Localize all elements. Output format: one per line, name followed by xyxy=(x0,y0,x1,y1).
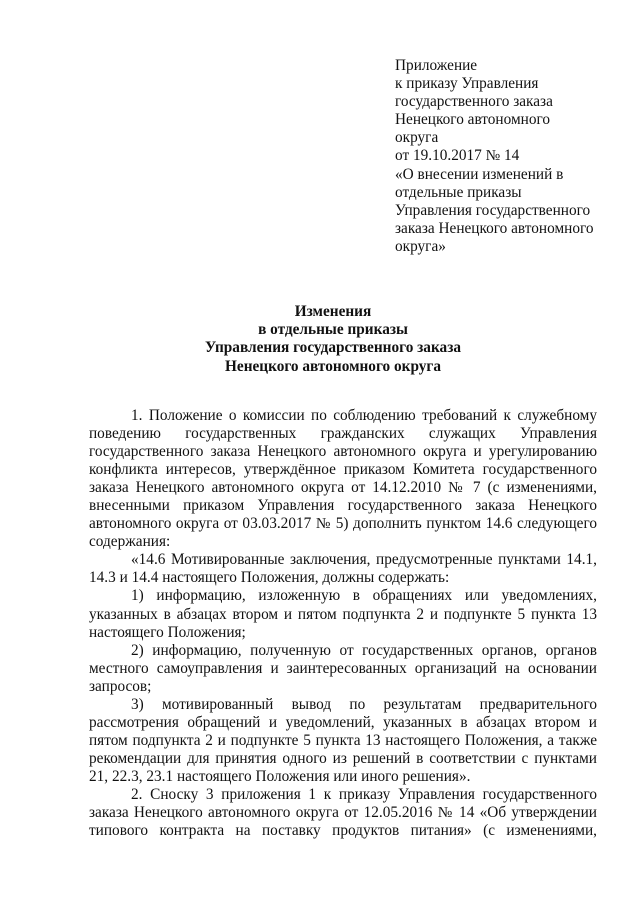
appendix-line: Управления государственного xyxy=(395,201,591,219)
heading-line: в отдельные приказы xyxy=(258,321,408,339)
body-line: 1. Положение о комиссии по соблюдению требований к служебному xyxy=(131,407,597,424)
body-line: указанных в абзацах втором и пятом подпункта 2 и подпункте 5 пункта 13 xyxy=(89,605,597,623)
body-line: местного самоуправления и заинтересованных организаций на основании xyxy=(89,659,597,677)
body-line: поведению государственных гражданских служащих Управления xyxy=(89,425,597,443)
appendix-line: Приложение xyxy=(395,57,478,74)
appendix-line: «О внесении изменений в xyxy=(395,165,564,183)
body-line: пятом подпункта 2 и подпункте 5 пункта 13 настоящего Положения, а также xyxy=(89,731,597,749)
body-line: 1) информацию, изложенную в обращениях или уведомлениях, xyxy=(131,587,597,605)
body-line: рассмотрения обращений и уведомлений, указанных в абзацах втором и xyxy=(89,713,597,731)
body-line: 21, 22.3, 23.1 настоящего Положения или иного решения». xyxy=(89,767,471,785)
body-line: заказа Ненецкого автономного округа от 14.12.2010 № 7 (с изменениями, xyxy=(89,479,597,497)
appendix-line: округа xyxy=(395,129,439,147)
document-heading xyxy=(0,303,640,376)
heading-line: Управления государственного заказа xyxy=(205,339,461,357)
body-line: 2) информацию, полученную от государственных органов, органов xyxy=(131,641,597,659)
appendix-line: Ненецкого автономного xyxy=(395,111,551,129)
appendix-line: от 19.10.2017 № 14 xyxy=(395,147,520,165)
heading-line: Ненецкого автономного округа xyxy=(225,357,441,375)
body-line: рекомендации для принятия одного из решений в соответствии с пунктами xyxy=(89,749,597,767)
appendix-line: заказа Ненецкого автономного xyxy=(395,219,594,237)
appendix-line: к приказу Управления xyxy=(395,75,539,93)
body-line: 2. Сноску 3 приложения 1 к приказу Управления государственного xyxy=(131,785,597,803)
appendix-line: государственного заказа xyxy=(395,93,553,111)
appendix-line: отдельные приказы xyxy=(395,183,522,201)
body-line: «14.6 Мотивированные заключения, предусмотренные пунктами 14.1, xyxy=(131,551,597,569)
body-line: содержания: xyxy=(89,533,171,551)
body-line: государственного заказа Ненецкого автономного округа и урегулированию xyxy=(89,443,597,461)
body-line: запросов; xyxy=(89,677,152,695)
body-line: типового контракта на поставку продуктов питания» (с изменениями, xyxy=(89,822,597,840)
body-line: 3) мотивированный вывод по результатам предварительного xyxy=(131,695,597,713)
appendix-block xyxy=(395,57,615,256)
body-line: настоящего Положения; xyxy=(89,623,246,641)
document-body xyxy=(89,407,597,840)
body-line: заказа Ненецкого автономного округа от 12.05.2016 № 14 «Об утверждении xyxy=(89,804,597,822)
appendix-line: округа» xyxy=(395,237,446,255)
body-line: 14.3 и 14.4 настоящего Положения, должны содержать: xyxy=(89,569,450,587)
body-line: внесенными приказом Управления государственного заказа Ненецкого xyxy=(89,497,597,515)
body-line: автономного округа от 03.03.2017 № 5) дополнить пунктом 14.6 следующего xyxy=(89,515,597,533)
heading-line: Изменения xyxy=(294,303,372,320)
body-line: конфликта интересов, утверждённое приказом Комитета государственного xyxy=(89,461,597,479)
